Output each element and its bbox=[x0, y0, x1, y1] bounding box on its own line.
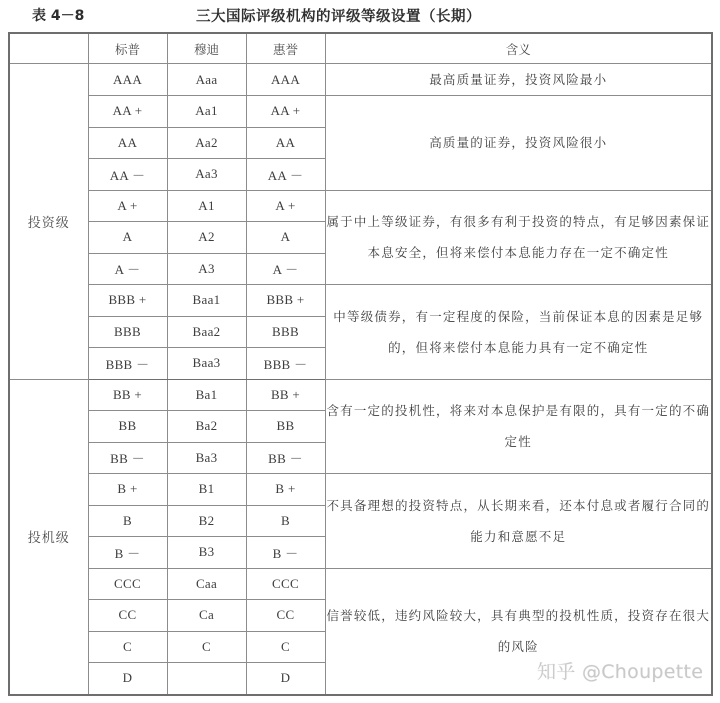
sp-rating: CC bbox=[88, 600, 167, 632]
table-row bbox=[9, 285, 712, 317]
sp-rating: D bbox=[88, 663, 167, 695]
sp-rating: B bbox=[88, 505, 167, 537]
table-number: 表 4－8 bbox=[32, 8, 85, 24]
sp-rating: AA + bbox=[88, 96, 167, 128]
table-row bbox=[9, 379, 712, 411]
sp-rating: BBB bbox=[88, 316, 167, 348]
sp-rating: BB － bbox=[88, 442, 167, 474]
table-row bbox=[9, 96, 712, 128]
moodys-rating: Ba3 bbox=[167, 442, 246, 474]
sp-rating: BB + bbox=[88, 379, 167, 411]
fitch-rating: AA bbox=[246, 127, 325, 159]
fitch-rating: BBB + bbox=[246, 285, 325, 317]
sp-rating: BB bbox=[88, 411, 167, 443]
meaning-text: 高质量的证券，投资风险很小 bbox=[325, 96, 712, 191]
meaning-text: 不具备理想的投资特点，从长期来看，还本付息或者履行合同的能力和意愿不足 bbox=[325, 474, 712, 569]
sp-rating: AA － bbox=[88, 159, 167, 191]
fitch-rating: BBB － bbox=[246, 348, 325, 380]
moodys-rating: Ca bbox=[167, 600, 246, 632]
meaning-text: 最高质量证券，投资风险最小 bbox=[325, 64, 712, 96]
table-caption bbox=[0, 0, 720, 28]
sp-rating: BBB + bbox=[88, 285, 167, 317]
fitch-rating: B － bbox=[246, 537, 325, 569]
sp-rating: A + bbox=[88, 190, 167, 222]
meaning-text: 信誉较低，违约风险较大，具有典型的投机性质，投资存在很大的风险 bbox=[325, 568, 712, 695]
header-moodys: 穆迪 bbox=[167, 33, 246, 64]
table-title: 三大国际评级机构的评级等级设置（长期） bbox=[196, 9, 481, 25]
sp-rating: AAA bbox=[88, 64, 167, 96]
fitch-rating: C bbox=[246, 631, 325, 663]
moodys-rating: A3 bbox=[167, 253, 246, 285]
moodys-rating: B3 bbox=[167, 537, 246, 569]
watermark: 知乎 @Choupette bbox=[537, 661, 704, 683]
fitch-rating: B + bbox=[246, 474, 325, 506]
category-investment-grade: 投资级 bbox=[9, 64, 88, 380]
header-fitch: 惠誉 bbox=[246, 33, 325, 64]
category-speculative-grade: 投机级 bbox=[9, 379, 88, 695]
fitch-rating: BB + bbox=[246, 379, 325, 411]
moodys-rating: C bbox=[167, 631, 246, 663]
ratings-table bbox=[8, 32, 713, 696]
header-sp: 标普 bbox=[88, 33, 167, 64]
table-row bbox=[9, 474, 712, 506]
sp-rating: BBB － bbox=[88, 348, 167, 380]
table-row bbox=[9, 568, 712, 600]
sp-rating: B － bbox=[88, 537, 167, 569]
fitch-rating: BB bbox=[246, 411, 325, 443]
moodys-rating: Caa bbox=[167, 568, 246, 600]
fitch-rating: AA + bbox=[246, 96, 325, 128]
header-category bbox=[9, 33, 88, 64]
header-meaning: 含义 bbox=[325, 33, 712, 64]
fitch-rating: A + bbox=[246, 190, 325, 222]
meaning-text: 中等级债券，有一定程度的保险，当前保证本息的因素是足够的，但将来偿付本息能力具有一定不确定性 bbox=[325, 285, 712, 380]
moodys-rating: Ba1 bbox=[167, 379, 246, 411]
sp-rating: C bbox=[88, 631, 167, 663]
moodys-rating bbox=[167, 663, 246, 695]
table-row bbox=[9, 190, 712, 222]
moodys-rating: B2 bbox=[167, 505, 246, 537]
fitch-rating: AAA bbox=[246, 64, 325, 96]
fitch-rating: B bbox=[246, 505, 325, 537]
moodys-rating: Aa2 bbox=[167, 127, 246, 159]
fitch-rating: CCC bbox=[246, 568, 325, 600]
moodys-rating: Baa3 bbox=[167, 348, 246, 380]
sp-rating: CCC bbox=[88, 568, 167, 600]
fitch-rating: A bbox=[246, 222, 325, 254]
meaning-text: 属于中上等级证券，有很多有利于投资的特点，有足够因素保证本息安全，但将来偿付本息能力存在一定不确定性 bbox=[325, 190, 712, 285]
fitch-rating: BB － bbox=[246, 442, 325, 474]
table-row bbox=[9, 64, 712, 96]
header-row bbox=[9, 33, 712, 64]
meaning-text: 含有一定的投机性，将来对本息保护是有限的，具有一定的不确定性 bbox=[325, 379, 712, 474]
moodys-rating: A1 bbox=[167, 190, 246, 222]
sp-rating: B + bbox=[88, 474, 167, 506]
moodys-rating: Ba2 bbox=[167, 411, 246, 443]
moodys-rating: Aa3 bbox=[167, 159, 246, 191]
fitch-rating: A － bbox=[246, 253, 325, 285]
sp-rating: A － bbox=[88, 253, 167, 285]
moodys-rating: Baa1 bbox=[167, 285, 246, 317]
fitch-rating: D bbox=[246, 663, 325, 695]
fitch-rating: AA － bbox=[246, 159, 325, 191]
moodys-rating: Aa1 bbox=[167, 96, 246, 128]
moodys-rating: A2 bbox=[167, 222, 246, 254]
fitch-rating: CC bbox=[246, 600, 325, 632]
moodys-rating: B1 bbox=[167, 474, 246, 506]
moodys-rating: Aaa bbox=[167, 64, 246, 96]
sp-rating: AA bbox=[88, 127, 167, 159]
moodys-rating: Baa2 bbox=[167, 316, 246, 348]
fitch-rating: BBB bbox=[246, 316, 325, 348]
sp-rating: A bbox=[88, 222, 167, 254]
